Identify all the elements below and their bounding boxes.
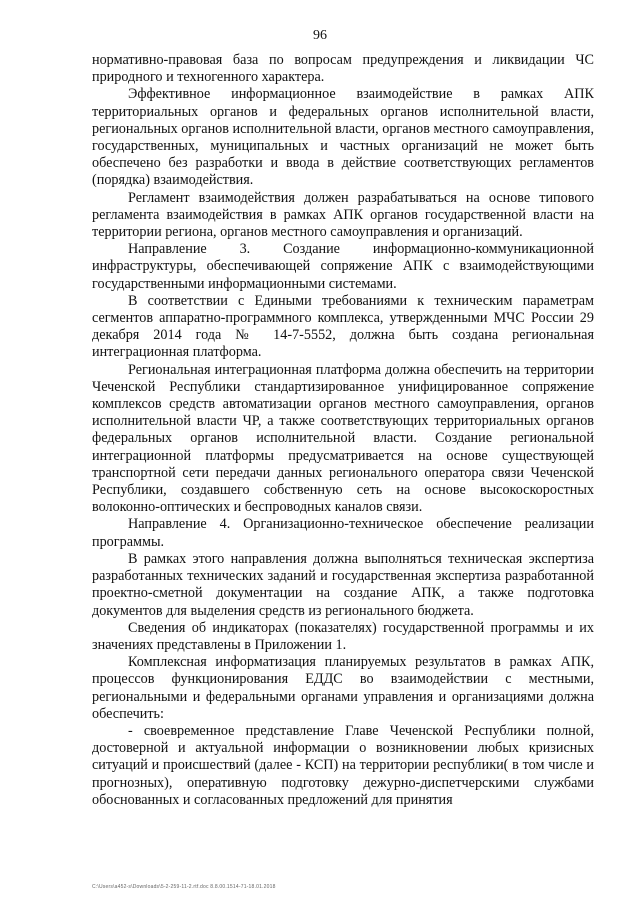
paragraph: Эффективное информационное взаимодействие в рамках АПК территориальных органов и федеральных органов исполнительной власти, региональных органов исполнительной власти, органов местного самоуправления, государственных, муниципальных и частных организаций не может быть обеспечено без разработки и ввода в действие соответствующих регламентов (порядка) взаимодействия. xyxy=(92,86,594,189)
paragraph: Комплексная информатизация планируемых результатов в рамках АПК, процессов функционирования ЕДДС во взаимодействии с местными, региональными и федеральными органами управления и организациями должна обеспечить: xyxy=(92,654,594,722)
footer-file-path: С:\Users\a452-s\Downloads\5-2-259-11-2.rtf.doc 8.8.00.1514-71-18.01.2018 xyxy=(92,884,276,890)
document-body xyxy=(92,52,594,809)
paragraph: - своевременное представление Главе Чеченской Республики полной, достоверной и актуальной информации о возникновении любых кризисных ситуаций и происшествий (далее - КСП) на территории республики( в том числе и прогнозных), оперативную подготовку дежурно-диспетчерскими службами обоснованных и согласованных предложений для принятия xyxy=(92,722,594,808)
paragraph: Направление 3. Создание информационно-коммуникационной инфраструктуры, обеспечивающей сопряжение АПК с взаимодействующими государственными информационными системами. xyxy=(92,241,594,292)
paragraph: нормативно-правовая база по вопросам предупреждения и ликвидации ЧС природного и техногенного характера. xyxy=(92,52,594,86)
paragraph: Регламент взаимодействия должен разрабатываться на основе типового регламента взаимодействия в рамках АПК органов государственной власти на территории региона, органов местного самоуправления и организаций. xyxy=(92,189,594,241)
paragraph: Сведения об индикаторах (показателях) государственной программы и их значениях представлены в Приложении 1. xyxy=(92,619,594,653)
paragraph: Направление 4. Организационно-техническое обеспечение реализации программы. xyxy=(92,516,594,550)
paragraph: Региональная интеграционная платформа должна обеспечить на территории Чеченской Республики стандартизированное унифицированное сопряжение комплексов средств автоматизации органов местного самоуправления, органов исполнительной власти ЧР, а также соответствующих территориальных органов федеральных органов исполнительной власти. Создание региональной интеграционной платформы предусматривается на основе существующей транспортной сети передачи данных регионального оператора связи Чеченской Республики, создавшего собственную сеть на основе высокоскоростных волоконно-оптических и беспроводных каналов связи. xyxy=(92,361,594,516)
paragraph: В рамках этого направления должна выполняться техническая экспертиза разработанных технических заданий и государственная экспертиза разработанной проектно-сметной документации на создание АПК, а также подготовка документов для выделения средств из регионального бюджета. xyxy=(92,550,594,619)
paragraph: В соответствии с Едиными требованиями к техническим параметрам сегментов аппаратно-программного комплекса, утвержденными МЧС России 29 декабря 2014 года № 14-7-5552, должна быть создана региональная интеграционная платформа. xyxy=(92,292,594,361)
page-number: 96 xyxy=(313,28,327,43)
